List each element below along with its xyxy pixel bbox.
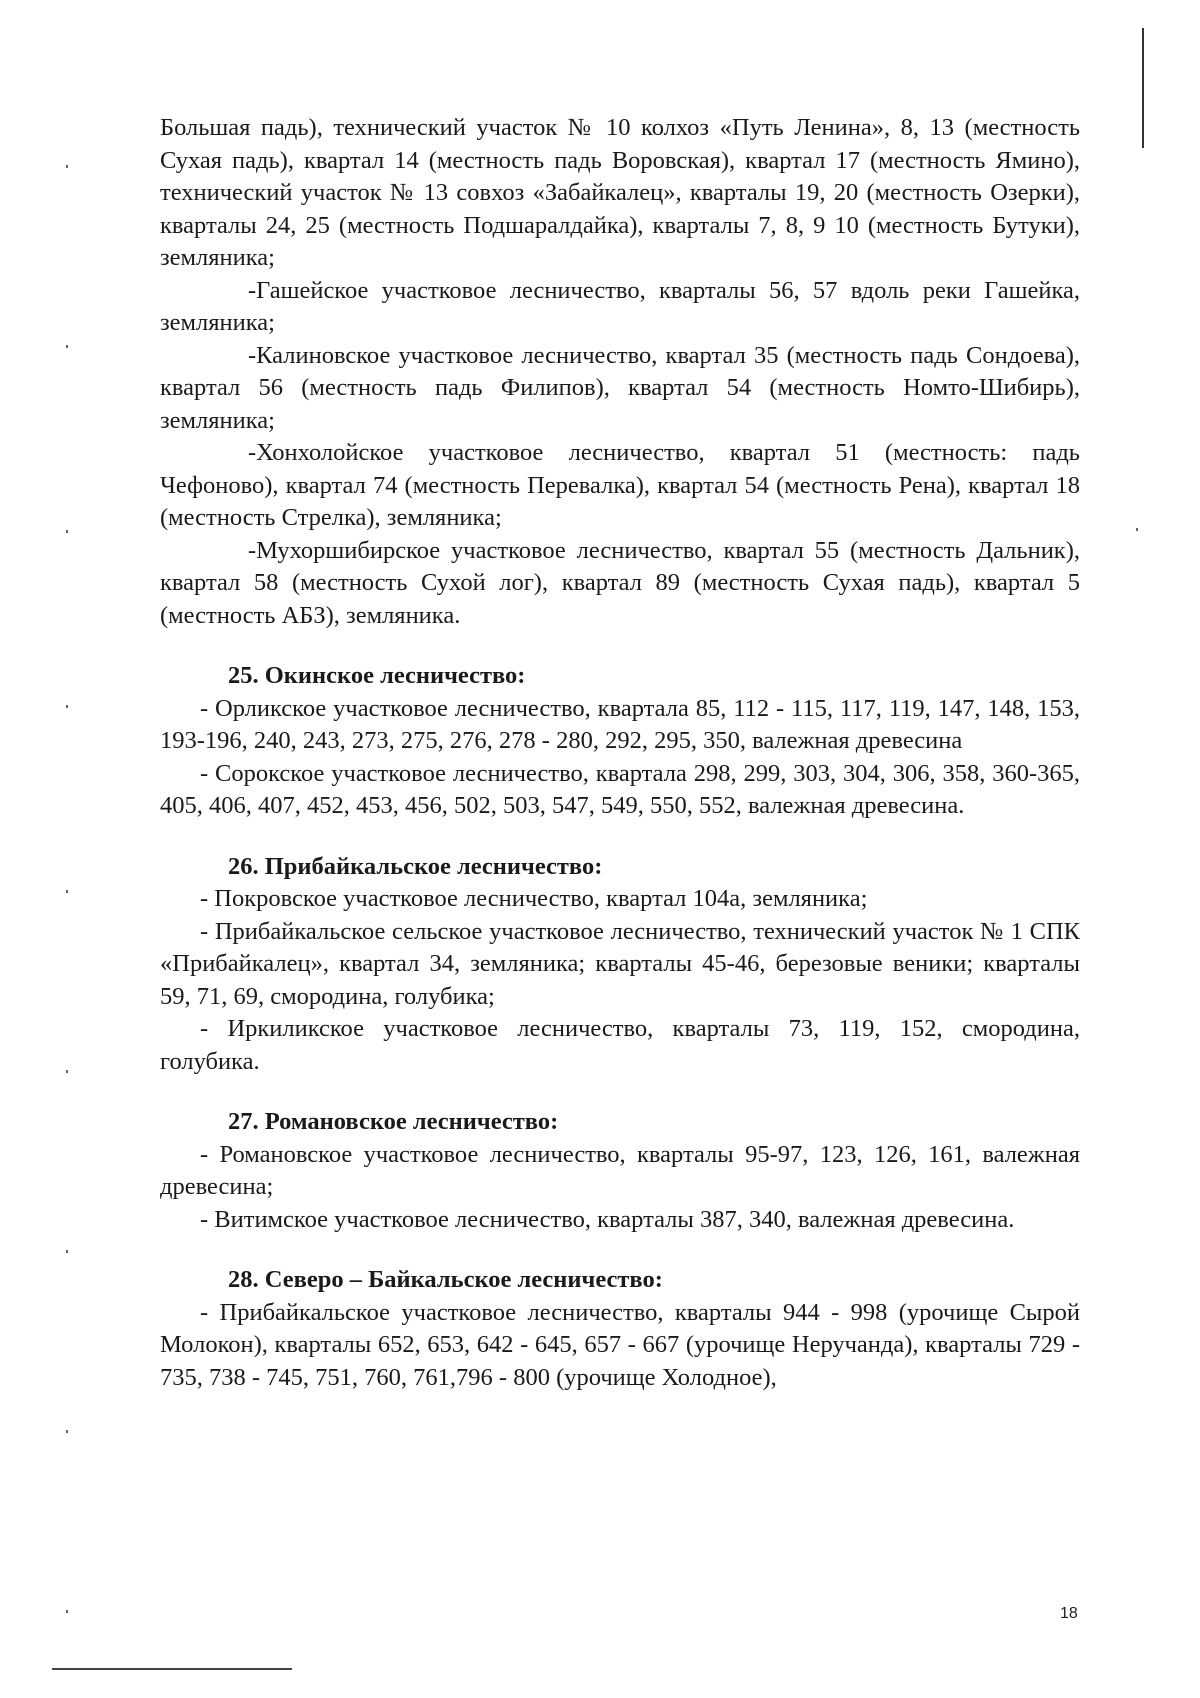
intro-paragraph: -Мухоршибирское участковое лесничество, квартал 55 (местность Дальник), квартал 58 (местность Сухой лог), квартал 89 (местность Сухая падь), квартал 5 (местность АБЗ), земляника. bbox=[160, 536, 1080, 629]
section-heading: 27. Романовское лесничество: bbox=[228, 1108, 559, 1135]
intro-paragraph: -Гашейское участковое лесничество, кварталы 56, 57 вдоль реки Гашейка, земляника; bbox=[160, 276, 1080, 336]
scan-speck bbox=[66, 705, 68, 708]
section-item: - Романовское участковое лесничество, кварталы 95-97, 123, 126, 161, валежная древесина; bbox=[160, 1140, 1080, 1200]
intro-paragraph: -Хонхолойское участковое лесничество, квартал 51 (местность: падь Чефоново), квартал 74 (местность Перевалка), квартал 54 (местность Рена), квартал 18 (местность Стрелка), земляника; bbox=[160, 439, 1080, 531]
section-heading: 25. Окинское лесничество: bbox=[228, 662, 526, 689]
section-heading: 26. Прибайкальское лесничество: bbox=[228, 852, 603, 880]
scan-speck bbox=[66, 1610, 68, 1613]
scan-speck bbox=[66, 1250, 68, 1253]
intro-paragraph: -Калиновское участковое лесничество, квартал 35 (местность падь Сондоева), квартал 56 (местность падь Филипов), квартал 54 (местность Номто-Шибирь), земляника; bbox=[160, 341, 1080, 434]
section-item: - Иркиликское участковое лесничество, кварталы 73, 119, 152, смородина, голубика. bbox=[160, 1015, 1080, 1075]
page-number: 18 bbox=[1060, 1605, 1078, 1622]
section-item: - Покровское участковое лесничество, квартал 104а, земляника; bbox=[200, 885, 868, 912]
scan-speck bbox=[66, 1070, 68, 1073]
scan-speck bbox=[66, 1430, 68, 1433]
section-item: - Прибайкальское участковое лесничество, кварталы 944 - 998 (урочище Сырой Молокон), кварталы 652, 653, 642 - 645, 657 - 667 (урочище Неручанда), кварталы 729 - 735, 738 - 745, 751, 760, 761,796 - 800 (урочище Холодное), bbox=[160, 1298, 1080, 1391]
section-item: - Орликское участковое лесничество, квартала 85, 112 - 115, 117, 119, 147, 148, 153, 193-196, 240, 243, 273, 275, 276, 278 - 280, 292, 295, 350, валежная древесина bbox=[160, 694, 1080, 754]
scan-bottom-line bbox=[52, 1668, 292, 1670]
section-item: - Сорокское участковое лесничество, квартала 298, 299, 303, 304, 306, 358, 360-365, 405, 406, 407, 452, 453, 456, 502, 503, 547, 549, 550, 552, валежная древесина. bbox=[160, 759, 1080, 819]
scan-speck bbox=[66, 890, 68, 893]
section-item: - Прибайкальское сельское участковое лесничество, технический участок № 1 СПК «Прибайкалец», квартал 34, земляника; кварталы 45-46, березовые веники; кварталы 59, 71, 69, смородина, голубика; bbox=[160, 917, 1080, 1010]
scan-speck bbox=[66, 345, 68, 348]
document-body bbox=[160, 112, 1080, 1394]
scan-speck bbox=[1136, 528, 1138, 531]
section-item: - Витимское участковое лесничество, кварталы 387, 340, валежная древесина. bbox=[200, 1205, 1015, 1233]
scan-speck bbox=[66, 530, 68, 533]
section-heading: 28. Северо – Байкальское лесничество: bbox=[228, 1266, 663, 1293]
intro-paragraph: Большая падь), технический участок № 10 колхоз «Путь Ленина», 8, 13 (местность Сухая падь), квартал 14 (местность падь Воровская), квартал 17 (местность Ямино), технический участок № 13 совхоз «Забайкалец», кварталы 19, 20 (местность Озерки), кварталы 24, 25 (местность Подшаралдайка), кварталы 7, 8, 9 10 (местность Бутуки), земляника; bbox=[160, 114, 1080, 271]
scan-artifact-bar bbox=[1142, 28, 1144, 148]
scan-speck bbox=[66, 165, 68, 168]
